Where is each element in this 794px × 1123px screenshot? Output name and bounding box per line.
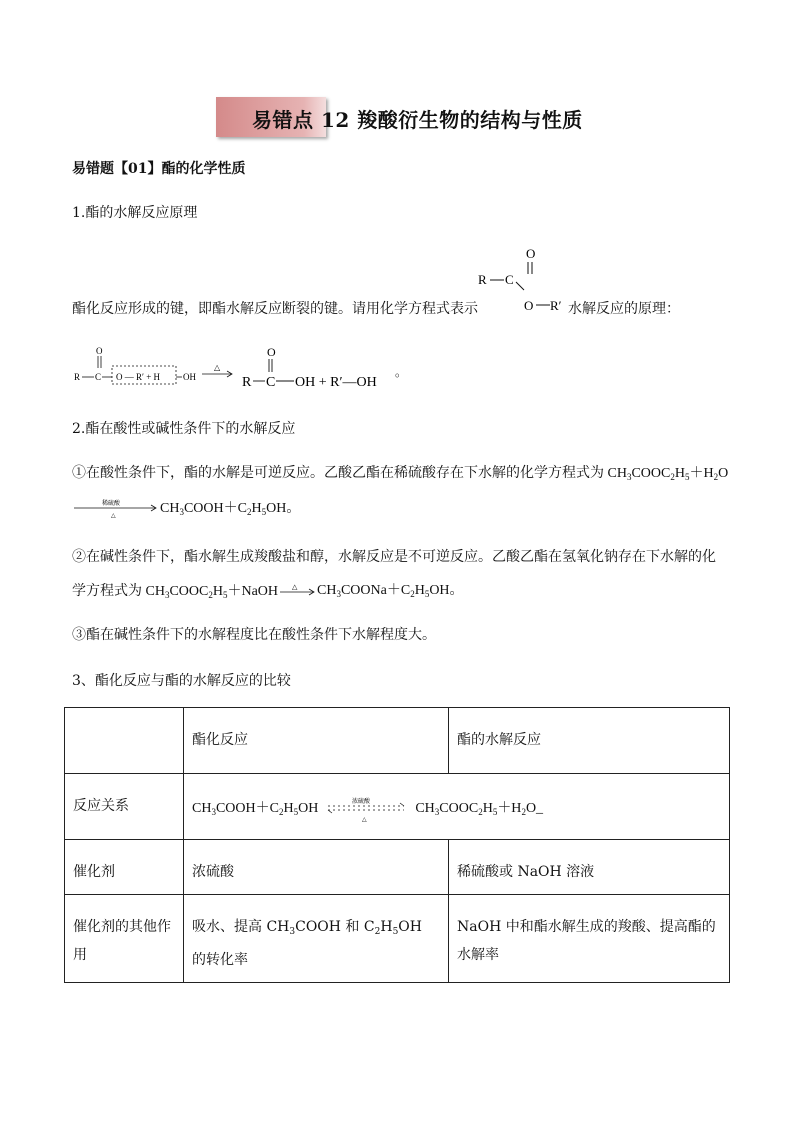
s2-p1-product — [160, 500, 300, 521]
table-corner-cell — [65, 708, 184, 774]
f-sub: 3 — [626, 472, 632, 482]
f-sub: 5 — [424, 589, 430, 599]
subsection-3-heading: 3、酯化反应与酯的水解反应的比较 — [72, 673, 291, 689]
f-sub: 3 — [164, 590, 170, 600]
f-part: COOC — [631, 466, 671, 481]
f-part: OH。 — [266, 501, 301, 516]
eq-end: 。 — [395, 365, 408, 379]
ester-o-side: O — [524, 298, 534, 313]
s1-text-before: 酯化反应形成的键，即酯水解反应断裂的键。请用化学方程式表示 — [72, 301, 478, 317]
f-part: 吸水、提高 CH — [192, 919, 290, 935]
f-part: H — [414, 583, 425, 598]
ester-structure-diagram — [476, 244, 568, 320]
f-sub: 3 — [289, 927, 296, 937]
subsection-1-heading: 1.酯的水解反应原理 — [72, 205, 198, 221]
acid-cond-bottom: △ — [111, 513, 116, 519]
f-sub: 2 — [478, 807, 483, 818]
rev-arrow-head-forward — [400, 803, 404, 806]
eq-prod-rest: OH + R′—OH — [295, 375, 377, 390]
f-part: COOC — [169, 584, 209, 599]
table-cell-catalyst-hydrolysis: 稀硫酸或 NaOH 溶液 — [449, 840, 730, 895]
table-row — [65, 895, 730, 983]
s2-p2-text: 学方程式为 — [72, 583, 142, 599]
ester-c: C — [505, 272, 514, 287]
f-part: H — [212, 584, 223, 599]
f-part: CH — [160, 501, 180, 516]
s2-p2-product — [317, 582, 464, 603]
s2-p1 — [72, 464, 728, 486]
table-header-hydrolysis: 酯的水解反应 — [449, 708, 730, 774]
s2-p2-line1: ②在碱性条件下，酯水解生成羧酸盐和醇，水解反应是不可逆反应。乙酸乙酯在氢氧化钠存在下水解的化 — [72, 549, 716, 565]
f-sub: 2 — [410, 589, 415, 599]
table-row-label: 催化剂 — [65, 840, 184, 895]
page-title: 易错点 12 羧酸衍生物的结构与性质 — [252, 108, 583, 132]
ester-o-top: O — [526, 246, 536, 261]
s2-p1-text: ①在酸性条件下，酯的水解是可逆反应。乙酸乙酯在稀硫酸存在下水解的化学方程式为 — [72, 465, 604, 481]
table-header-esterification: 酯化反应 — [184, 708, 449, 774]
f-sub: 3 — [434, 807, 440, 818]
f-part: CH — [145, 584, 165, 599]
reversible-arrow — [324, 794, 410, 824]
f-sub: 2 — [246, 507, 252, 517]
f-part: H — [380, 919, 393, 935]
f-part: OH — [298, 801, 319, 817]
rev-cond-bottom: △ — [361, 817, 367, 823]
eq-o-top: O — [96, 346, 103, 356]
f-part: ＋H — [497, 801, 522, 817]
s2-p2-line2 — [72, 582, 278, 604]
f-part: H — [674, 466, 685, 481]
s2-p3: ③酯在碱性条件下的水解程度比在酸性条件下水解程度大。 — [72, 627, 436, 643]
f-part: CH — [192, 801, 212, 817]
eq-prod-o: O — [267, 345, 276, 359]
f-part: H — [283, 801, 294, 817]
eq-c: C — [95, 372, 102, 382]
f-sub: 5 — [392, 927, 399, 937]
eq-r: R — [74, 372, 81, 382]
ester-r-prime: R′ — [550, 298, 562, 313]
f-part: COOH＋C — [215, 801, 279, 817]
f-part: H — [482, 801, 493, 817]
table-row-label: 反应关系 — [65, 774, 184, 840]
f-sub: 5 — [222, 590, 228, 600]
eq-prod-c: C — [266, 375, 276, 390]
f-part: H — [251, 501, 262, 516]
f-sub: 2 — [521, 807, 526, 818]
ester-bond-co — [516, 282, 524, 290]
f-part: COOH 和 C — [295, 919, 375, 935]
table-row — [65, 774, 730, 840]
f-sub: 2 — [713, 472, 719, 482]
base-condition-arrow — [278, 580, 316, 600]
base-delta: △ — [292, 583, 298, 591]
f-sub: 3 — [211, 807, 216, 818]
eq-oh: OH — [183, 372, 196, 382]
f-part: CH — [415, 801, 435, 817]
s2-p1-formula — [604, 466, 728, 481]
table-row-label: 催化剂的其他作用 — [65, 895, 184, 983]
table-cell-role-esterification — [184, 895, 449, 983]
rev-cond-top: 浓硫酸 — [351, 799, 370, 805]
f-part: CH — [317, 583, 337, 598]
table-cell-catalyst-esterification: 浓硫酸 — [184, 840, 449, 895]
eq-o-r-h: O — R′ + H — [116, 372, 161, 382]
f-part: ＋NaOH — [227, 584, 279, 599]
f-sub: 2 — [374, 927, 381, 937]
rev-arrow-head-back — [328, 810, 332, 813]
f-part: O — [718, 466, 729, 481]
acid-cond-top: 稀硫酸 — [102, 501, 121, 507]
f-part: COOH＋C — [183, 501, 247, 516]
f-sub: 5 — [261, 507, 267, 517]
f-sub: 5 — [293, 807, 299, 818]
f-part: OH。 — [429, 583, 464, 598]
eq-prod-r: R — [242, 375, 252, 390]
f-sub: 2 — [208, 590, 213, 600]
ester-r: R — [478, 272, 487, 287]
table-row — [65, 840, 730, 895]
comparison-table — [64, 707, 730, 983]
f-sub: 3 — [179, 507, 184, 517]
s1-text-after: 水解反应的原理： — [568, 301, 680, 317]
subsection-2-heading: 2.酯在酸性或碱性条件下的水解反应 — [72, 421, 296, 437]
f-part: O_ — [525, 801, 544, 817]
acid-condition-arrow — [72, 496, 158, 520]
f-sub: 2 — [670, 472, 675, 482]
table-header-row — [65, 708, 730, 774]
f-part: CH — [607, 466, 627, 481]
f-sub: 5 — [684, 472, 690, 482]
f-sub: 5 — [492, 807, 498, 818]
f-part: ＋H — [689, 466, 714, 481]
f-sub: 2 — [278, 807, 284, 818]
table-cell-role-hydrolysis: NaOH 中和酯水解生成的羧酸、提高酯的水解率 — [449, 895, 730, 983]
f-part: COONa＋C — [340, 583, 411, 598]
f-sub: 3 — [336, 589, 341, 599]
table-reaction-cell — [184, 774, 730, 840]
section-heading: 易错题【01】酯的化学性质 — [72, 161, 246, 177]
eq-delta: △ — [214, 363, 221, 372]
hydrolysis-equation — [72, 342, 412, 392]
s2-p2-formula — [142, 584, 278, 599]
f-part: COOC — [439, 801, 479, 817]
f-part: OH 的转化率 — [192, 919, 422, 968]
